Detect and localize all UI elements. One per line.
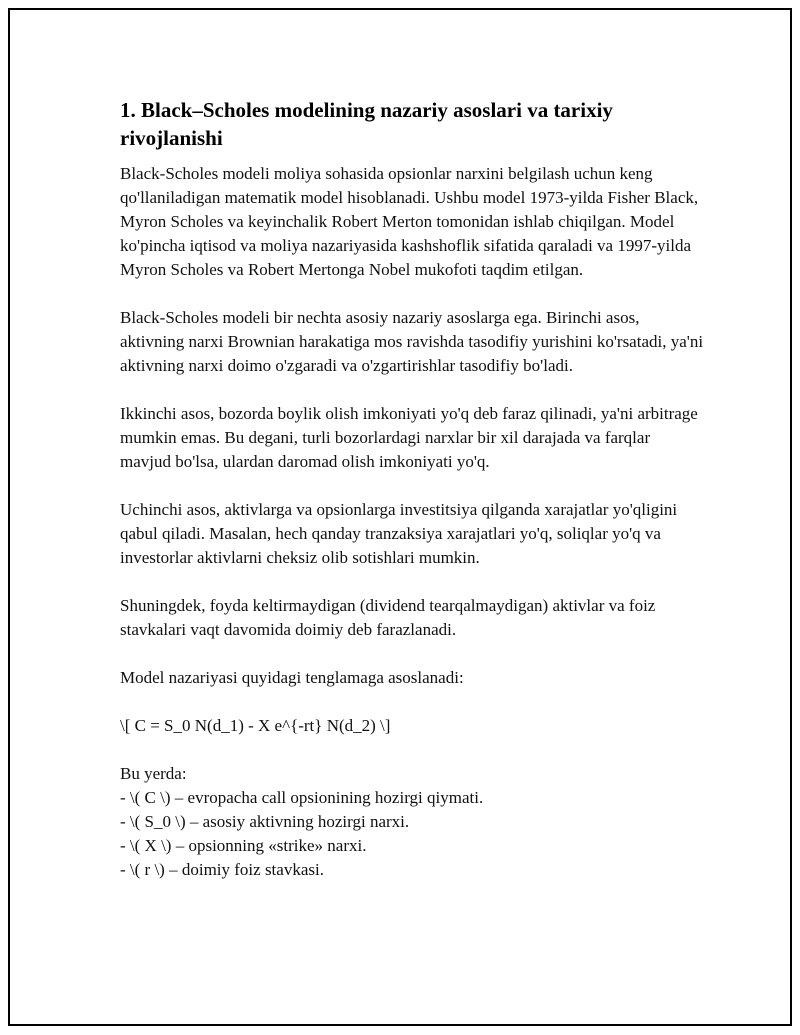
- definition-item: - \( X \) – opsionning «strike» narxi.: [120, 836, 367, 855]
- paragraph-history: Black-Scholes modeli moliya sohasida opsionlar narxini belgilash uchun keng qo'llaniladigan matematik model hisoblanadi. Ushbu model 1973-yilda Fisher Black, Myron Scholes va keyinchalik Robert Merton tomonidan ishlab chiqilgan. Model ko'pincha iqtisod va moliya nazariyasida kashshoflik sifatida qaraladi va 1997-yilda Myron Scholes va Robert Mertonga Nobel mukofoti taqdim etilgan.: [120, 164, 699, 279]
- paragraph-first-assumption: Black-Scholes modeli bir nechta asosiy nazariy asoslarga ega. Birinchi asos, aktivning narxi Brownian harakatiga mos ravishda tasodifiy yurishini ko'rsatadi, ya'ni aktivning narxi doimo o'zgaradi va o'zgartirishlar tasodifiy bo'ladi.: [120, 308, 704, 375]
- formula-text: \[ C = S_0 N(d_1) - X e^{-rt} N(d_2) \]: [120, 716, 391, 735]
- paragraph-dividend-assumption: Shuningdek, foyda keltirmaydigan (dividend tearqalmaydigan) aktivlar va foiz stavkalari vaqt davomida doimiy deb farazlanadi.: [120, 596, 656, 639]
- paragraph-equation-intro: Model nazariyasi quyidagi tenglamaga asoslanadi:: [120, 668, 464, 687]
- paragraph-second-assumption: Ikkinchi asos, bozorda boylik olish imkoniyati yo'q deb faraz qilinadi, ya'ni arbitrage mumkin emas. Bu degani, turli bozorlardagi narxlar bir xil darajada va farqlar mavjud bo'lsa, ulardan daromad olish imkoniyati yo'q.: [120, 404, 698, 471]
- section-heading: 1. Black–Scholes modelining nazariy asoslari va tarixiy rivojlanishi: [120, 98, 613, 150]
- definition-item: - \( S_0 \) – asosiy aktivning hozirgi narxi.: [120, 812, 410, 831]
- definitions-intro: Bu yerda:: [120, 764, 187, 783]
- definition-item: - \( r \) – doimiy foiz stavkasi.: [120, 860, 324, 879]
- document-body: [120, 96, 705, 882]
- definitions-list: [120, 762, 705, 882]
- definition-item: - \( C \) – evropacha call opsionining hozirgi qiymati.: [120, 788, 484, 807]
- paragraph-third-assumption: Uchinchi asos, aktivlarga va opsionlarga investitsiya qilganda xarajatlar yo'qligini qabul qiladi. Masalan, hech qanday tranzaksiya xarajatlari yo'q, soliqlar yo'q va investorlar aktivlarni cheksiz olib sotishlari mumkin.: [120, 500, 678, 567]
- page-frame: [8, 8, 792, 1026]
